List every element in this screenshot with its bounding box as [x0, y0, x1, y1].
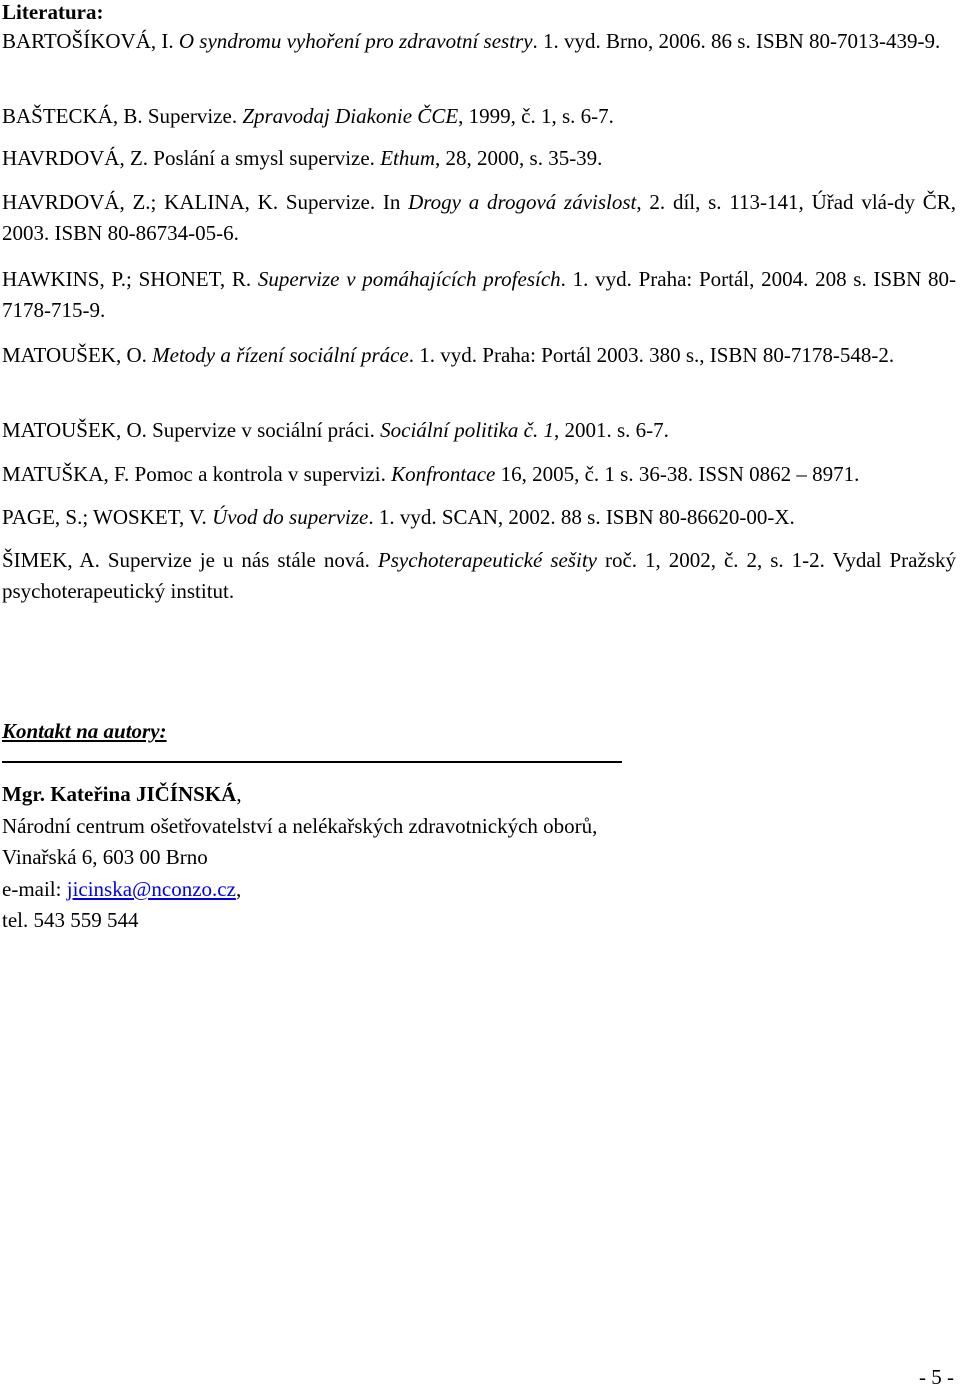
email-suffix: ,	[235, 877, 242, 901]
reference-text: . 1. vyd. Praha: Portál, 2004. 208 s. ISBN 80-7178-715-9.	[2, 267, 956, 322]
reference-title: Konfrontace	[391, 462, 496, 486]
page-number: - 5 -	[919, 1365, 954, 1389]
reference-text: MATOUŠEK, O. Supervize v sociální práci.	[2, 418, 381, 442]
reference-text: HAVRDOVÁ, Z. Poslání a smysl supervize.	[2, 146, 381, 170]
reference-text: , 28, 2000, s. 35-39.	[435, 146, 603, 170]
reference-text: , 1999, č. 1, s. 6-7.	[458, 104, 614, 128]
reference-title: Psychoterapeutické sešity	[377, 548, 597, 572]
reference-item	[2, 340, 956, 371]
reference-item	[2, 415, 956, 446]
reference-text: , 2001. s. 6-7.	[553, 418, 669, 442]
reference-text: . 1. vyd. SCAN, 2002. 88 s. ISBN 80-86620-00-X.	[368, 505, 795, 529]
literature-heading: Literatura:	[2, 0, 104, 24]
reference-item	[2, 143, 956, 174]
reference-text: MATOUŠEK, O.	[2, 343, 153, 367]
divider-line	[2, 761, 622, 763]
reference-title: Supervize v pomáhajících profesích	[257, 267, 561, 291]
author-phone: tel. 543 559 544	[2, 908, 139, 932]
reference-item	[2, 459, 956, 490]
reference-text: BAŠTECKÁ, B. Supervize.	[2, 104, 243, 128]
reference-item	[2, 26, 956, 57]
author-institution: Národní centrum ošetřovatelství a nelékařských zdravotnických oborů,	[2, 814, 598, 838]
reference-title: Zpravodaj Diakonie ČCE	[242, 104, 459, 128]
reference-title: Úvod do supervize	[212, 505, 369, 529]
author-name: Mgr. Kateřina JIČÍNSKÁ	[2, 782, 237, 806]
author-name-line	[2, 779, 242, 810]
reference-text: ŠIMEK, A. Supervize je u nás stále nová.	[2, 548, 378, 572]
reference-text: roč. 1, 2002, č. 2, s. 1-2. Vydal Pražský psychoterapeutický institut.	[2, 548, 956, 603]
reference-title: Metody a řízení sociální práce	[152, 343, 409, 367]
reference-item	[2, 545, 956, 607]
reference-text: . 1. vyd. Praha: Portál 2003. 380 s., ISBN 80-7178-548-2.	[408, 343, 895, 367]
reference-item	[2, 187, 956, 249]
reference-text: 16, 2005, č. 1 s. 36-38. ISSN 0862 – 8971.	[495, 462, 860, 486]
reference-text: , 2. díl, s. 113-141, Úřad vlá-dy ČR, 2003. ISBN 80-86734-05-6.	[2, 190, 957, 245]
reference-text: PAGE, S.; WOSKET, V.	[2, 505, 213, 529]
reference-title: Sociální politika č. 1	[380, 418, 554, 442]
reference-text: BARTOŠÍKOVÁ, I.	[2, 29, 179, 53]
reference-text: HAVRDOVÁ, Z.; KALINA, K. Supervize. In	[2, 190, 409, 214]
email-link[interactable]: jicinska@nconzo.cz	[66, 877, 236, 901]
contact-heading: Kontakt na autory:	[2, 719, 167, 743]
email-label: e-mail:	[2, 877, 67, 901]
author-name-suffix: ,	[236, 782, 242, 806]
reference-title: Ethum	[380, 146, 436, 170]
reference-text: HAWKINS, P.; SHONET, R.	[2, 267, 258, 291]
reference-title: Drogy a drogová závislost	[408, 190, 637, 214]
reference-item	[2, 264, 956, 326]
author-address: Vinařská 6, 603 00 Brno	[2, 845, 208, 869]
reference-item	[2, 101, 956, 132]
author-email-line	[2, 874, 241, 905]
reference-text: MATUŠKA, F. Pomoc a kontrola v supervizi.	[2, 462, 392, 486]
reference-title: O syndromu vyhoření pro zdravotní sestry	[178, 29, 533, 53]
reference-item	[2, 502, 956, 533]
reference-text: . 1. vyd. Brno, 2006. 86 s. ISBN 80-7013-439-9.	[532, 29, 941, 53]
